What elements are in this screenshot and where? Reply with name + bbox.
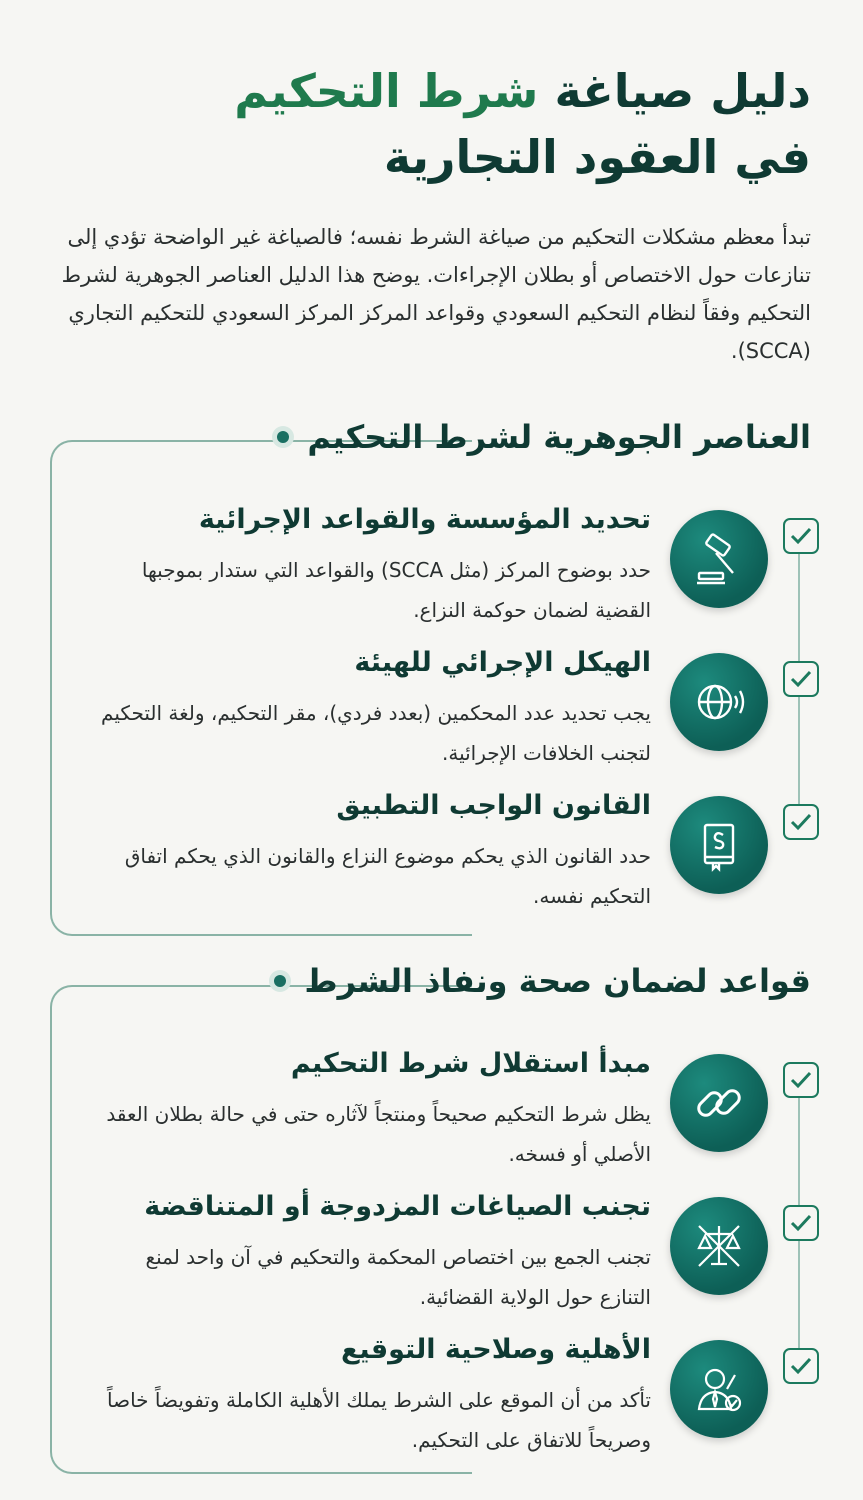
title-accent: شرط التحكيم <box>234 64 539 118</box>
item-description: يجب تحديد عدد المحكمين (بعدد فردي)، مقر التحكيم، ولغة التحكيم لتجنب الخلافات الإجرائية. <box>101 701 651 765</box>
item-description: حدد بوضوح المركز (مثل SCCA) والقواعد التي ستدار بموجبها القضية لضمان حوكمة النزاع. <box>141 558 651 622</box>
item-title: تجنب الصياغات المزدوجة أو المتناقضة <box>144 1191 651 1222</box>
law-book-icon <box>670 796 768 894</box>
item-title: الهيكل الإجرائي للهيئة <box>354 647 651 678</box>
list-item <box>0 1334 863 1480</box>
signing-person-icon <box>670 1340 768 1438</box>
item-description: يظل شرط التحكيم صحيحاً ومنتجاً لآثاره حتى في حالة بطلان العقد الأصلي أو فسخه. <box>106 1102 651 1166</box>
item-title: القانون الواجب التطبيق <box>336 790 651 821</box>
list-item <box>0 1191 863 1337</box>
item-description: تأكد من أن الموقع على الشرط يملك الأهلية الكاملة وتفويضاً خاصاً وصريحاً للاتفاق على التحكيم. <box>107 1388 651 1452</box>
checkmark-icon <box>783 1062 819 1098</box>
page-title <box>51 58 811 190</box>
title-part1: دليل صياغة <box>554 64 811 118</box>
section-bullet-dot <box>277 431 289 443</box>
crossed-scales-icon <box>670 1197 768 1295</box>
list-item <box>0 790 863 936</box>
checkmark-icon <box>783 661 819 697</box>
intro-paragraph: تبدأ معظم مشكلات التحكيم من صياغة الشرط نفسه؛ فالصياغة غير الواضحة تؤدي إلى تنازعات حول الاختصاص أو بطلان الإجراءات. يوضح هذا الدليل العناصر الجوهرية لشرط التحكيم وفقاً لنظام التحكيم السعودي وقواعد المركز المركز السعودي للتحكيم التجاري (SCCA). <box>61 225 811 363</box>
chain-link-icon <box>670 1054 768 1152</box>
checkmark-icon <box>783 1348 819 1384</box>
list-item <box>0 1048 863 1194</box>
section-title-2 <box>274 962 811 1000</box>
section-title-1 <box>277 418 811 456</box>
checkmark-icon <box>783 804 819 840</box>
item-description: حدد القانون الذي يحكم موضوع النزاع والقانون الذي يحكم اتفاق التحكيم نفسه. <box>124 844 651 908</box>
section-bullet-dot <box>274 975 286 987</box>
item-title: مبدأ استقلال شرط التحكيم <box>290 1048 651 1079</box>
checkmark-icon <box>783 1205 819 1241</box>
checkmark-icon <box>783 518 819 554</box>
item-description: تجنب الجمع بين اختصاص المحكمة والتحكيم في آن واحد لمنع التنازع حول الولاية القضائية. <box>145 1245 651 1309</box>
item-title: الأهلية وصلاحية التوقيع <box>340 1334 651 1365</box>
list-item <box>0 504 863 650</box>
item-title: تحديد المؤسسة والقواعد الإجرائية <box>198 504 651 535</box>
list-item <box>0 647 863 793</box>
gavel-icon <box>670 510 768 608</box>
section-title-2-text: قواعد لضمان صحة ونفاذ الشرط <box>304 962 811 1000</box>
section-title-1-text: العناصر الجوهرية لشرط التحكيم <box>307 418 811 456</box>
title-line2: في العقود التجارية <box>383 130 811 184</box>
globe-speech-icon <box>670 653 768 751</box>
